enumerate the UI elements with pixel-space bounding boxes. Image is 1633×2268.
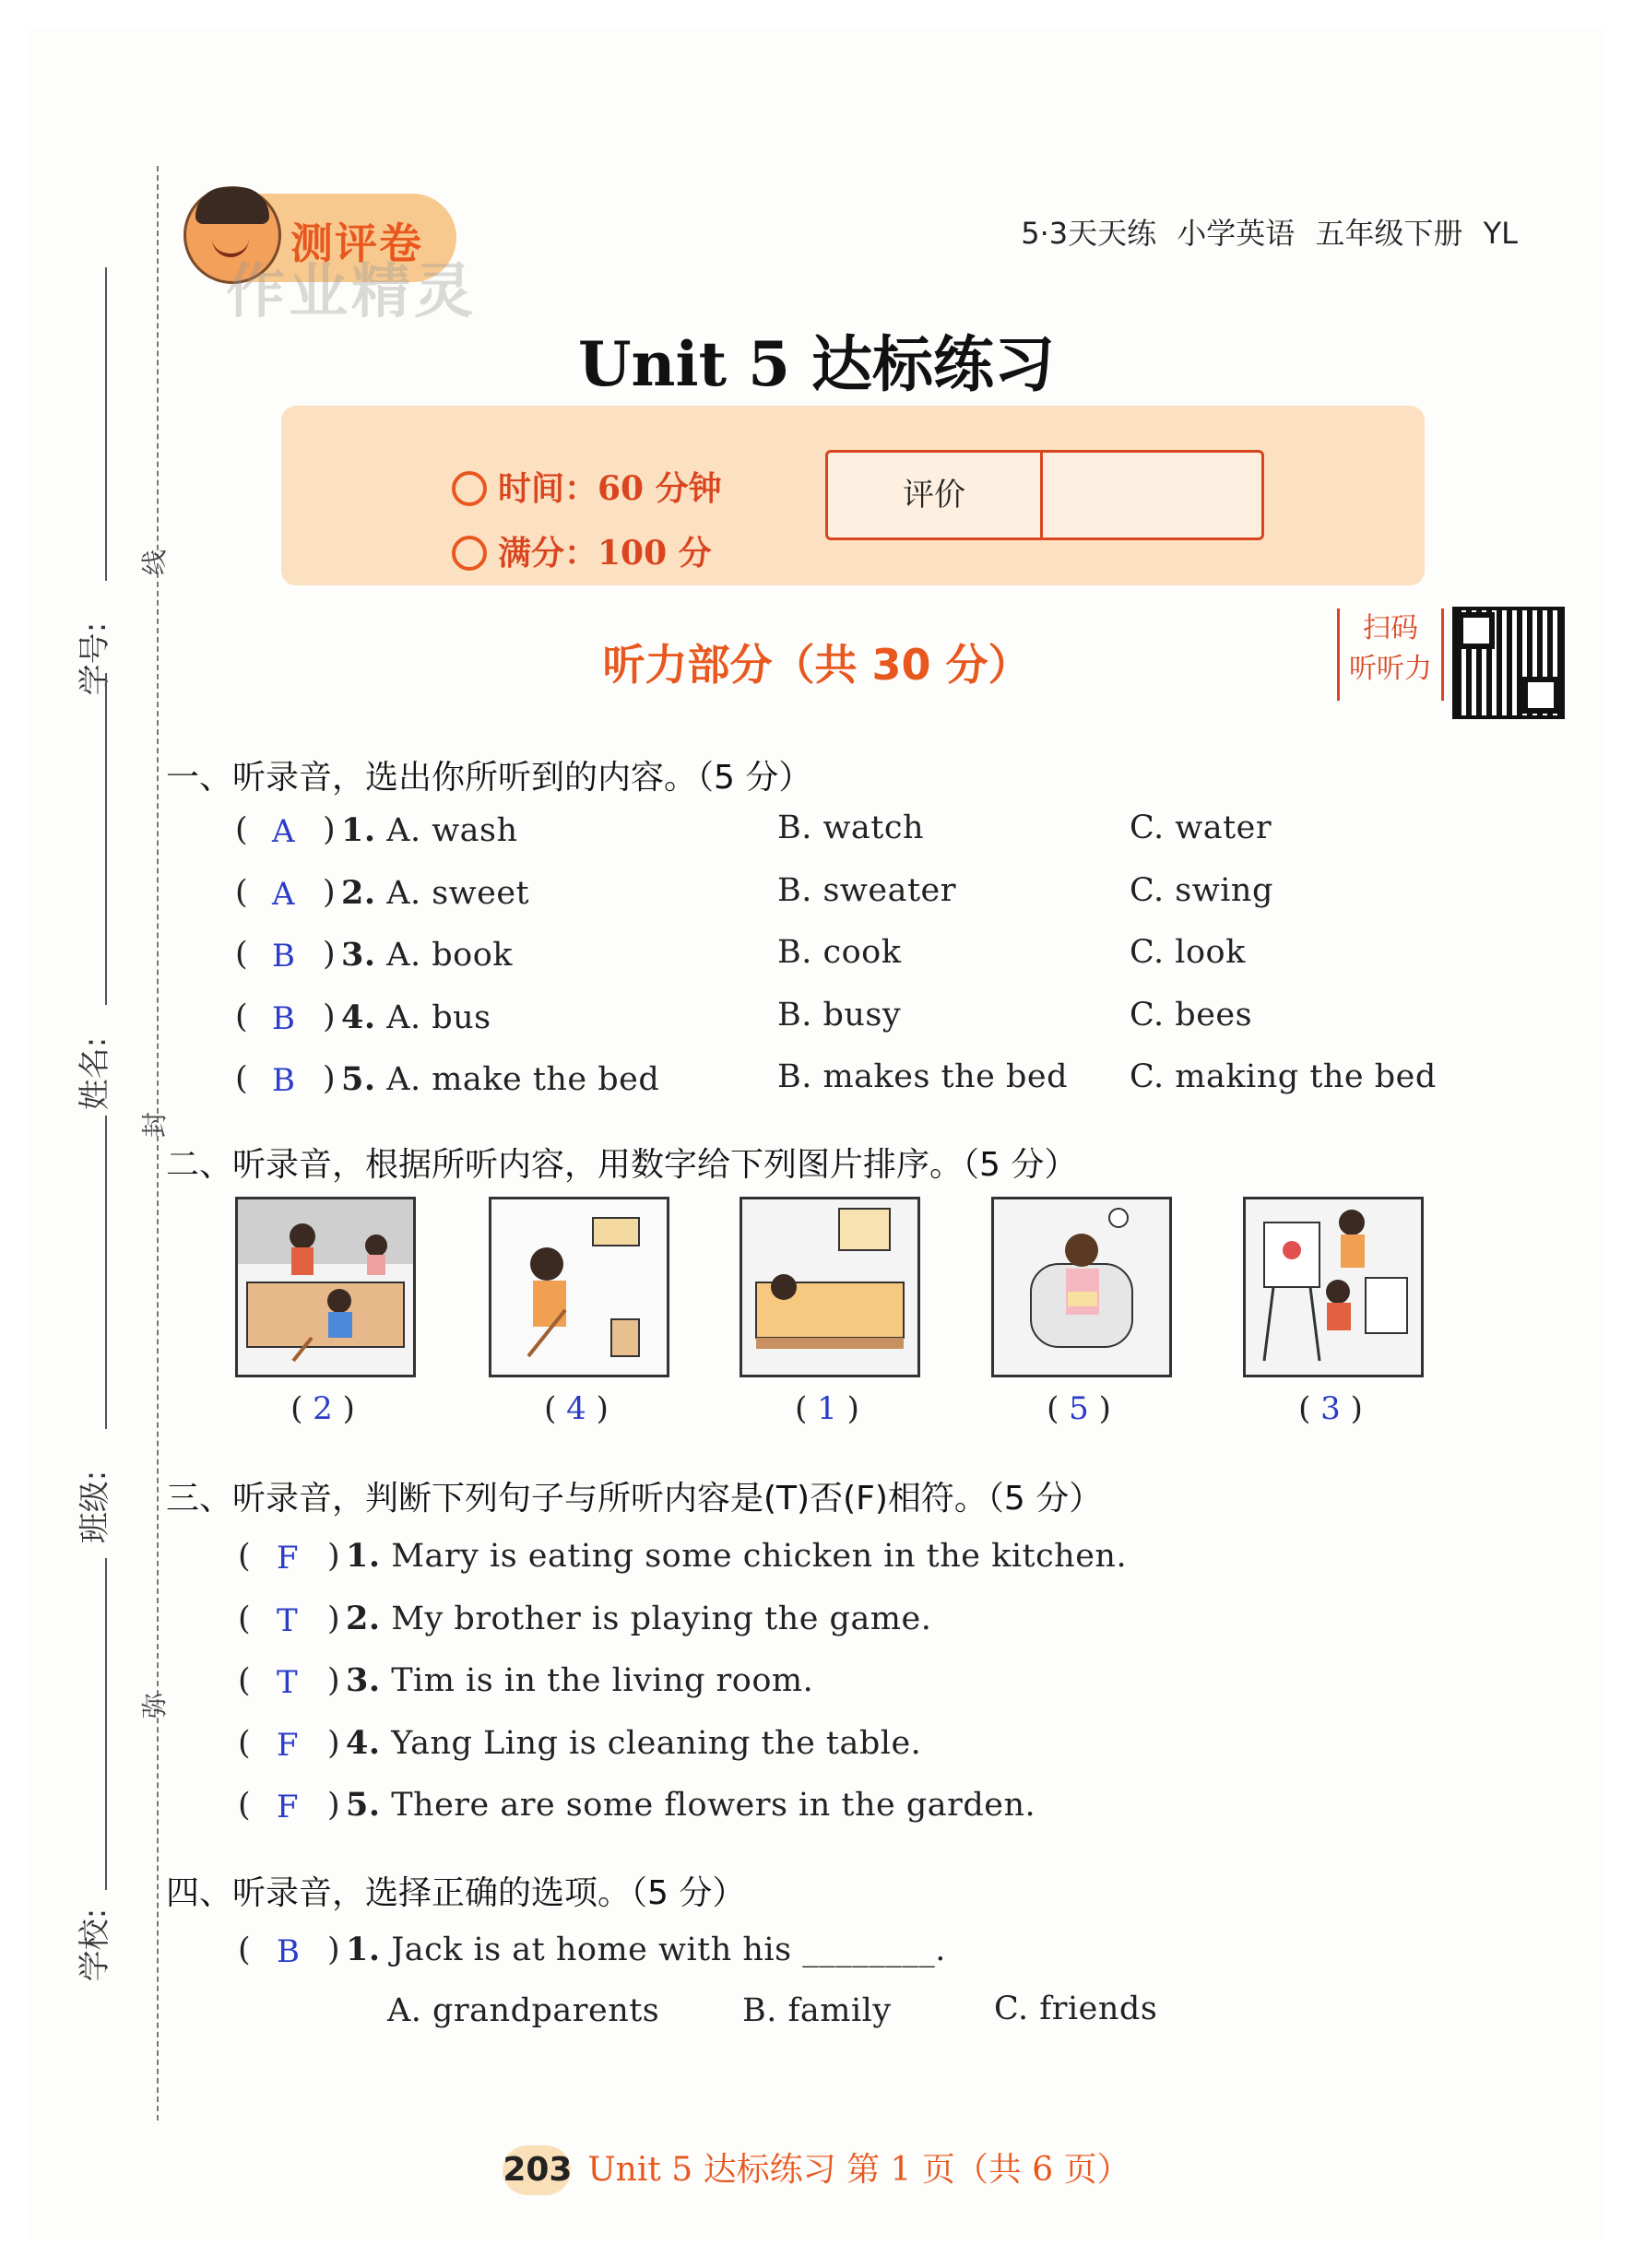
- worksheet-page: 学号: 姓名: 班级: 学校: 线 封 弥 测评卷 作业精灵 5·3天天练 小学英语 五年级下册 YL Unit 5 达标练习 时间：60 分钟 满分：100 分 评价 听力部分（共 30 分） 扫码 听听力 一、听录音，选出你所听到的内容。（5 分） ( A ) 1. A. wash B. watch C. water ( A ) 2. A. sweet B. sweater C. swing ( B ) 3. A. book B. cook C. look ( B ) 4. A. bus B. busy C. bees ( B ) 5. A. make the bed B. makes the bed C. making the bed 二、听录音，根据所听内容，用数字给下列图片排序。（5 分） ( 2 ) ( 4 ) ( 1 ) ( 5 ) ( 3 ) 三、听录音，判断下列句子与所听内容是(T)否(F)相符。（5 分） ( F ) 1. Mary is eating some chicken in the kitchen. ( T ) 2. My brother is playing the game. ( T ) 3. Tim is in the living room. ( F ) 4. Yang Ling is cleaning the table. ( F ) 5. There are some flowers in the garden. 四、听录音，选择正确的选项。（5 分） ( B ) 1. Jack is at home with his ________. A. grandparents B. family C. friends 203 Unit 5 达标练习 第 1 页（共 6 页）: [28, 28, 1605, 2240]
- student-id-label: 学号:: [77, 621, 114, 696]
- seal-mi-text: 弥: [139, 1692, 171, 1719]
- seal-seal-text: 封: [139, 1111, 171, 1139]
- picture-answer: ( 1 ): [795, 1390, 859, 1427]
- badge-label: 测评卷: [290, 219, 423, 268]
- binding-dashed-line: [157, 166, 159, 2120]
- picture-reading-chair: [991, 1197, 1172, 1377]
- answer: B: [272, 938, 295, 975]
- answer: F: [277, 1540, 299, 1577]
- answer: F: [277, 1789, 299, 1825]
- seal-line-text: 线: [139, 549, 171, 576]
- section3-heading: 三、听录音，判断下列句子与所听内容是(T)否(F)相符。（5 分）: [166, 1480, 1103, 1518]
- picture-answer: ( 2 ): [290, 1390, 355, 1427]
- option-b: B. sweater: [777, 872, 956, 909]
- option-c: C. bees: [1130, 997, 1253, 1034]
- picture-drawing-easel: [1243, 1197, 1424, 1377]
- answer: B: [272, 1062, 295, 1099]
- clock-icon: [452, 471, 487, 506]
- page-footer: [28, 2144, 1605, 2195]
- name-label: 姓名:: [77, 1036, 114, 1111]
- class-blank: [105, 1116, 107, 1429]
- section4-heading: 四、听录音，选择正确的选项。（5 分）: [166, 1874, 746, 1912]
- school-label: 学校:: [77, 1908, 114, 1982]
- option-c: C. making the bed: [1130, 1058, 1437, 1095]
- option-a: A. grandparents: [387, 1992, 660, 2029]
- option-b: B. makes the bed: [777, 1058, 1069, 1095]
- picture-cleaning-classroom: [235, 1197, 416, 1377]
- time-row: [452, 463, 722, 510]
- answer: A: [272, 876, 295, 913]
- picture-answer: ( 4 ): [544, 1390, 609, 1427]
- score-text: 满分：100 分: [498, 534, 712, 573]
- option-b: B. cook: [777, 934, 902, 971]
- answer: F: [277, 1727, 299, 1764]
- footer-text: Unit 5 达标练习 第 1 页（共 6 页）: [587, 2151, 1130, 2189]
- section1-heading: 一、听录音，选出你所听到的内容。（5 分）: [166, 759, 812, 797]
- scan-line-1: 扫码: [1363, 612, 1418, 644]
- page-title: Unit 5 达标练习: [578, 328, 1055, 400]
- answer: B: [277, 1933, 300, 1970]
- option-c: C. swing: [1130, 872, 1273, 909]
- score-row: [452, 527, 712, 574]
- picture-sweeping-floor: [489, 1197, 669, 1377]
- option-c: C. friends: [994, 1990, 1158, 2027]
- option-c: C. water: [1130, 809, 1272, 846]
- school-blank: [105, 1558, 107, 1890]
- qr-code-icon[interactable]: [1452, 607, 1565, 719]
- answer: T: [277, 1602, 298, 1639]
- option-b: B. busy: [777, 997, 902, 1034]
- picture-sleeping-bed: [740, 1197, 920, 1377]
- answer: T: [277, 1664, 298, 1701]
- section2-heading: 二、听录音，根据所听内容，用数字给下列图片排序。（5 分）: [166, 1146, 1078, 1184]
- option-b: B. watch: [777, 809, 925, 846]
- evaluation-box: [825, 450, 1264, 540]
- option-b: B. family: [742, 1992, 892, 2029]
- name-blank: [105, 673, 107, 1005]
- check-circle-icon: [452, 536, 487, 571]
- listening-section-title: 听力部分（共 30 分）: [602, 640, 1031, 690]
- scan-prompt: [1337, 608, 1444, 701]
- exam-info-box: [281, 406, 1425, 585]
- scan-line-2: 听听力: [1349, 653, 1432, 685]
- series-title: 5·3天天练 小学英语 五年级下册 YL: [1021, 216, 1518, 251]
- answer: B: [272, 1000, 295, 1037]
- picture-answer: ( 5 ): [1047, 1390, 1111, 1427]
- evaluation-label: 评价: [828, 453, 1043, 537]
- option-c: C. look: [1130, 934, 1246, 971]
- page-number: 203: [503, 2145, 571, 2195]
- student-id-blank: [105, 267, 107, 581]
- picture-answer: ( 3 ): [1298, 1390, 1363, 1427]
- time-text: 时间：60 分钟: [498, 469, 722, 508]
- watermark: 作业精灵: [226, 258, 477, 326]
- class-label: 班级:: [77, 1470, 114, 1544]
- answer: A: [272, 813, 295, 850]
